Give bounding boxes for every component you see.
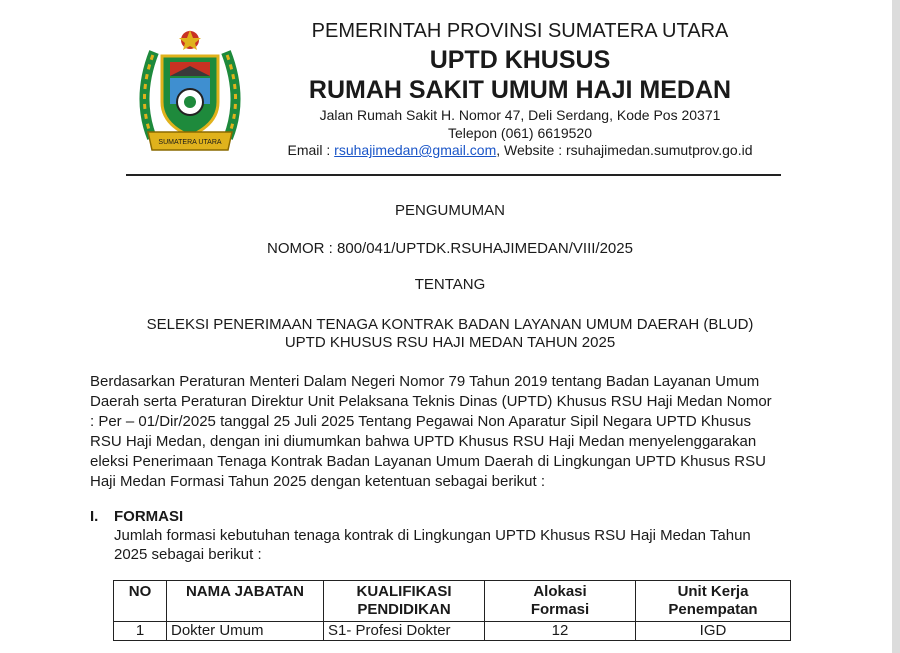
header-text: Alokasi: [533, 583, 587, 600]
cell-nama-jabatan: Dokter Umum: [167, 622, 324, 641]
section-number: I.: [90, 508, 99, 525]
cell-kualifikasi: S1- Profesi Dokter: [324, 622, 485, 641]
table-header-row: [114, 581, 791, 622]
cell-unit-kerja: IGD: [636, 622, 791, 641]
government-name: PEMERINTAH PROVINSI SUMATERA UTARA: [311, 20, 729, 42]
header-text: Penempatan: [668, 601, 758, 618]
subject-line-2: UPTD KHUSUS RSU HAJI MEDAN TAHUN 2025: [284, 334, 616, 351]
header-text: Unit Kerja: [677, 583, 749, 600]
tentang-label: TENTANG: [414, 276, 486, 293]
hospital-name: RUMAH SAKIT UMUM HAJI MEDAN: [308, 76, 732, 104]
logo-ribbon-text: SUMATERA UTARA: [158, 139, 222, 146]
cell-alokasi: 12: [485, 622, 636, 641]
header-text: NAMA JABATAN: [185, 583, 305, 600]
provincial-emblem-logo: [132, 28, 248, 160]
intro-line: eleksi Penerimaan Tenaga Kontrak Badan Layanan Umum Daerah di Lingkungan UPTD Khusus RSU: [90, 453, 766, 470]
section-text-line: 2025 sebagai berikut :: [114, 546, 262, 563]
col-header-nama-jabatan: [167, 581, 324, 622]
intro-line: RSU Haji Medan, dengan ini diumumkan bahwa UPTD Khusus RSU Haji Medan menyelenggarakan: [90, 433, 757, 450]
website-text: , Website : rsuhajimedan.sumutprov.go.id: [496, 142, 753, 158]
letterhead-divider: [126, 174, 781, 176]
col-header-alokasi: [485, 581, 636, 622]
unit-name: UPTD KHUSUS: [429, 46, 611, 74]
section-text: [114, 526, 814, 564]
header-text: NO: [128, 583, 152, 600]
address: Jalan Rumah Sakit H. Nomor 47, Deli Serdang, Kode Pos 20371: [319, 107, 721, 123]
contact-line: [270, 142, 770, 158]
intro-line: Haji Medan Formasi Tahun 2025 dengan ketentuan sebagai berikut :: [90, 473, 546, 490]
header-text: PENDIDIKAN: [357, 601, 451, 618]
col-header-no: [114, 581, 167, 622]
table-row: [114, 622, 791, 641]
header-text: KUALIFIKASI: [356, 583, 452, 600]
intro-line: : Per – 01/Dir/2025 tanggal 25 Juli 2025 Tentang Pegawai Non Aparatur Sipil Negara UPTD Khusus: [90, 413, 751, 430]
intro-line: Berdasarkan Peraturan Menteri Dalam Negeri Nomor 79 Tahun 2019 tentang Badan Layanan Umum: [90, 373, 760, 390]
section-text-line: Jumlah formasi kebutuhan tenaga kontrak di Lingkungan UPTD Khusus RSU Haji Medan Tahun: [114, 527, 751, 544]
announcement-title: PENGUMUMAN: [394, 202, 505, 219]
email-link[interactable]: rsuhajimedan@gmail.com: [334, 142, 497, 158]
formasi-table: [113, 580, 791, 641]
intro-paragraph: [90, 372, 815, 492]
section-heading-formasi: [90, 508, 183, 525]
intro-line: Daerah serta Peraturan Direktur Unit Pelaksana Teknis Dinas (UPTD) Khusus RSU Haji Medan Nomor: [90, 393, 772, 410]
col-header-kualifikasi: [324, 581, 485, 622]
phone: Telepon (061) 6619520: [447, 125, 592, 141]
section-title: FORMASI: [114, 508, 184, 525]
announcement-number: NOMOR : 800/041/UPTDK.RSUHAJIMEDAN/VIII/2025: [267, 240, 633, 257]
cell-no: 1: [114, 622, 167, 641]
subject-line-1: SELEKSI PENERIMAAN TENAGA KONTRAK BADAN LAYANAN UMUM DAERAH (BLUD): [146, 316, 754, 333]
col-header-unit-kerja: [636, 581, 791, 622]
email-label: Email :: [287, 142, 335, 158]
header-text: Formasi: [530, 601, 590, 618]
